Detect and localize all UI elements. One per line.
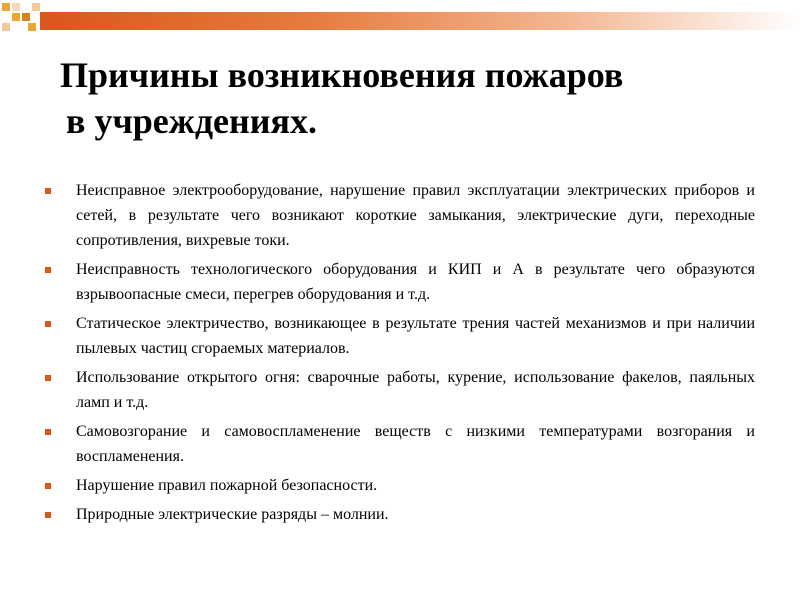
header-gradient-bar <box>40 12 800 30</box>
list-item-text: Неисправное электрооборудование, нарушение правил эксплуатации электрических приборов и сетей, в результате чего возникают короткие замыкания, электрические дуги, переходные сопротивления, вихревые токи. <box>76 182 755 249</box>
square-bullet-icon <box>45 483 51 489</box>
list-item-text: Статическое электричество, возникающее в результате трения частей механизмов и при наличии пылевых частиц сгораемых материалов. <box>76 315 755 357</box>
decor-square <box>28 23 36 31</box>
list-item <box>45 419 755 469</box>
list-item <box>45 502 755 527</box>
square-bullet-icon <box>45 188 51 194</box>
slide-title <box>60 52 780 144</box>
slide-title-line1: Причины возникновения пожаров <box>60 55 624 95</box>
list-item <box>45 178 755 253</box>
slide-title-line2: в учреждениях. <box>66 101 317 141</box>
causes-list <box>45 178 755 531</box>
list-item-text: Использование открытого огня: сварочные работы, курение, использование факелов, паяльных ламп и т.д. <box>76 369 755 411</box>
decor-square <box>2 3 10 11</box>
list-item-text: Самовозгорание и самовоспламенение веществ с низкими температурами возгорания и воспламенения. <box>76 423 755 465</box>
square-bullet-icon <box>45 321 51 327</box>
decor-square <box>32 3 40 11</box>
list-item-text: Нарушение правил пожарной безопасности. <box>76 477 378 494</box>
decor-square <box>12 13 20 21</box>
decor-square <box>22 13 30 21</box>
list-item-text: Природные электрические разряды – молнии. <box>76 506 389 523</box>
list-item <box>45 365 755 415</box>
square-bullet-icon <box>45 429 51 435</box>
list-item <box>45 473 755 498</box>
header-decoration <box>0 0 800 40</box>
square-bullet-icon <box>45 267 51 273</box>
list-item <box>45 257 755 307</box>
square-bullet-icon <box>45 512 51 518</box>
square-bullet-icon <box>45 375 51 381</box>
list-item <box>45 311 755 361</box>
list-item-text: Неисправность технологического оборудования и КИП и А в результате чего образуются взрывоопасные смеси, перегрев оборудования и т.д. <box>76 261 755 303</box>
decor-square <box>2 23 10 31</box>
decor-square <box>12 3 20 11</box>
